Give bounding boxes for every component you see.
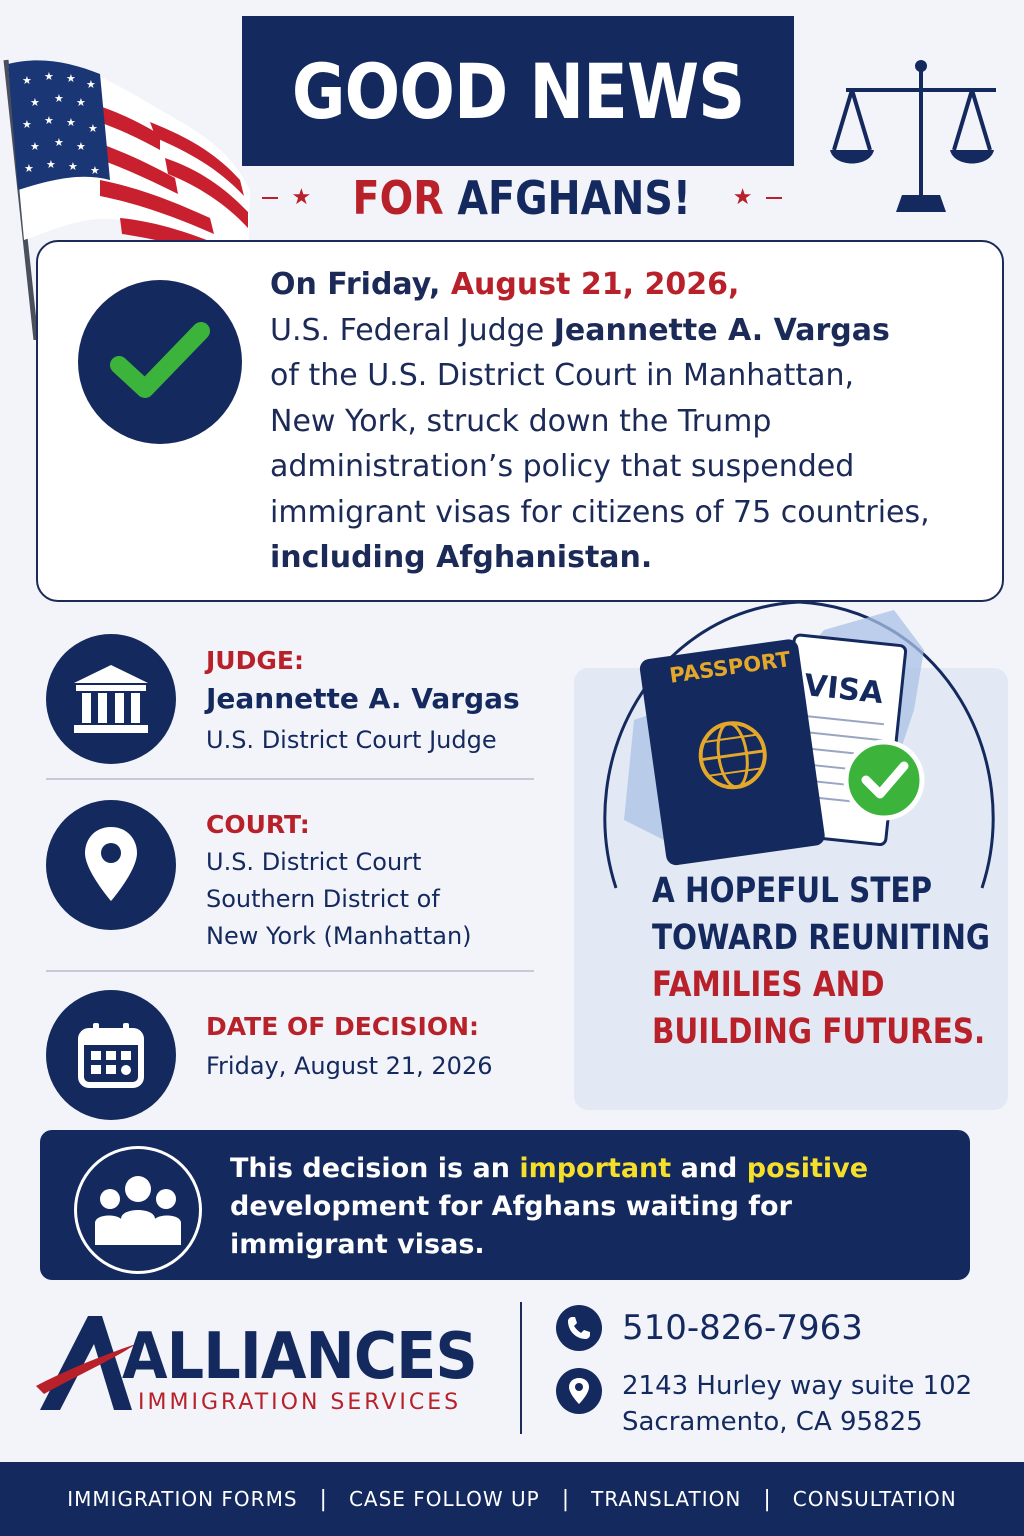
location-pin-icon — [556, 1368, 602, 1414]
banner-highlight-important: important — [519, 1153, 672, 1184]
tagline-line-3: FAMILIES AND — [652, 965, 885, 1005]
svg-text:★: ★ — [68, 160, 78, 173]
family-group-icon — [74, 1146, 202, 1274]
logo-wordmark: ALLIANCES — [122, 1320, 477, 1394]
announcement-line-6: immigrant visas for citizens of 75 countries, — [270, 494, 930, 530]
svg-text:★: ★ — [54, 136, 64, 149]
subtitle-blue-part: AFGHANS! — [457, 171, 692, 225]
announcement-day: On Friday, — [270, 267, 441, 302]
court-line-2: Southern District of — [206, 885, 440, 913]
svg-text:★: ★ — [76, 96, 86, 109]
green-check-glyph — [105, 317, 215, 407]
banner-text-part: This decision is an — [230, 1153, 520, 1184]
passport-label: PASSPORT — [668, 647, 792, 688]
svg-text:★: ★ — [30, 96, 40, 109]
date-value: Friday, August 21, 2026 — [206, 1052, 493, 1080]
svg-text:★: ★ — [66, 116, 76, 129]
tagline-line-2: TOWARD REUNITING — [652, 918, 991, 958]
announcement-text — [270, 262, 990, 581]
scales-of-justice-icon — [826, 50, 1006, 220]
service-separator: | — [763, 1486, 771, 1512]
svg-text:★: ★ — [86, 78, 96, 91]
tagline-line-1: A HOPEFUL STEP — [652, 871, 933, 911]
banner-text-part: development for Afghans waiting for immigrant visas. — [230, 1191, 792, 1260]
info-divider — [46, 970, 534, 972]
announcement-line-7: including Afghanistan. — [270, 540, 653, 575]
svg-text:★: ★ — [44, 114, 54, 127]
svg-text:★: ★ — [90, 164, 100, 177]
announcement-line-4: New York, struck down the Trump — [270, 403, 772, 439]
announcement-line-3: of the U.S. District Court in Manhattan, — [270, 358, 855, 393]
svg-text:★: ★ — [66, 72, 76, 85]
date-label: DATE OF DECISION: — [206, 1012, 479, 1041]
checkmark-icon — [78, 280, 242, 444]
svg-text:★: ★ — [24, 162, 34, 175]
service-immigration-forms: IMMIGRATION FORMS — [67, 1487, 298, 1511]
judge-name-inline: Jeannette A. Vargas — [553, 312, 890, 348]
svg-text:★: ★ — [30, 140, 40, 153]
page-title: GOOD NEWS — [291, 46, 745, 136]
judge-name: Jeannette A. Vargas — [206, 682, 520, 715]
court-label: COURT: — [206, 810, 310, 839]
address — [622, 1368, 972, 1440]
location-pin-icon — [46, 800, 176, 930]
announcement-line-2 — [270, 308, 990, 354]
svg-text:★: ★ — [76, 140, 86, 153]
address-line-1: 2143 Hurley way suite 102 — [622, 1371, 973, 1401]
judge-intro: U.S. Federal Judge — [270, 312, 545, 348]
announcement-date: August 21, 2026, — [450, 267, 740, 302]
star-icon: ★ — [291, 185, 312, 210]
banner-highlight-positive: positive — [746, 1153, 869, 1184]
svg-text:★: ★ — [44, 70, 54, 83]
alliances-logo-icon — [36, 1310, 136, 1416]
svg-text:★: ★ — [22, 118, 32, 131]
visa-label: VISA — [802, 668, 885, 712]
svg-text:★: ★ — [46, 158, 56, 171]
courthouse-icon — [46, 634, 176, 764]
info-divider — [46, 778, 534, 780]
title-banner — [242, 16, 794, 166]
service-separator: | — [319, 1486, 327, 1512]
tagline-line-4: BUILDING FUTURES. — [652, 1012, 986, 1052]
service-translation: TRANSLATION — [591, 1487, 742, 1511]
footer-divider — [520, 1302, 522, 1434]
court-line-3: New York (Manhattan) — [206, 922, 472, 950]
banner-text-part: and — [671, 1153, 747, 1184]
judge-label: JUDGE: — [206, 646, 304, 675]
announcement-line-1 — [270, 262, 990, 308]
subtitle-right-rule — [766, 197, 782, 199]
services-bar — [0, 1462, 1024, 1536]
court-line-1: U.S. District Court — [206, 848, 422, 876]
calendar-icon — [46, 990, 176, 1120]
service-separator: | — [561, 1486, 570, 1512]
phone-icon — [556, 1305, 602, 1351]
tagline — [652, 868, 991, 1056]
star-icon: ★ — [732, 185, 753, 210]
judge-title: U.S. District Court Judge — [206, 726, 497, 754]
subtitle-red-part: FOR — [352, 171, 444, 225]
phone-number[interactable]: 510-826-7963 — [622, 1308, 863, 1348]
service-case-follow-up: CASE FOLLOW UP — [348, 1487, 540, 1511]
svg-text:★: ★ — [88, 122, 98, 135]
banner-text — [230, 1150, 950, 1264]
court-details — [206, 844, 472, 955]
svg-text:★: ★ — [22, 74, 32, 87]
subtitle-row — [262, 168, 782, 228]
logo-tagline: IMMIGRATION SERVICES — [138, 1390, 462, 1415]
address-line-2: Sacramento, CA 95825 — [622, 1407, 923, 1437]
announcement-line-5: administration’s policy that suspended — [270, 449, 855, 484]
subtitle — [353, 171, 691, 225]
subtitle-left-rule — [262, 197, 278, 199]
svg-text:★: ★ — [54, 92, 64, 105]
service-consultation: CONSULTATION — [792, 1487, 957, 1511]
